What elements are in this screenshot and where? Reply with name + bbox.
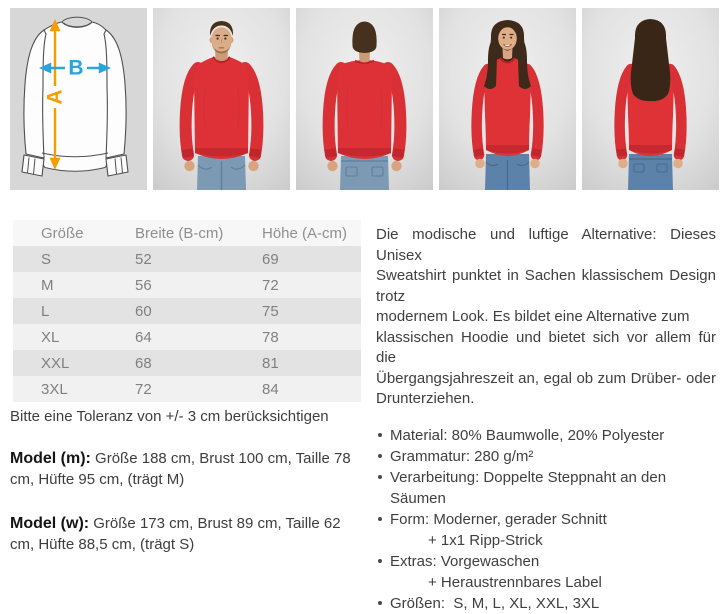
- cell-height: 75: [262, 302, 279, 320]
- description-line: Sweatshirt punktet in Sachen klassischem Design trotz: [376, 267, 716, 305]
- sweatshirt-torso: [194, 57, 249, 159]
- cell-height: 81: [262, 354, 279, 372]
- width-label-b: B: [68, 56, 84, 80]
- hair-back: [631, 19, 671, 101]
- info-section: [0, 220, 720, 614]
- hand: [184, 161, 194, 171]
- height-label-a: A: [43, 89, 67, 105]
- size-table: [13, 220, 361, 402]
- feature-material: Material: 80% Baumwolle, 20% Polyester: [376, 425, 716, 446]
- hand: [248, 161, 258, 171]
- table-row-3xl: [13, 376, 361, 402]
- hand: [673, 159, 683, 169]
- cell-width: 64: [135, 328, 152, 346]
- column-header-breite: Breite (B-cm): [107, 220, 234, 246]
- cell-size: XXL: [41, 354, 70, 372]
- cell-height: 69: [262, 250, 279, 268]
- product-description: [376, 225, 716, 410]
- bullet-icon: [378, 433, 382, 437]
- cell-size: M: [41, 276, 54, 294]
- jeans: [485, 154, 530, 190]
- table-row-xl: [13, 324, 361, 350]
- product-image-strip: [0, 0, 720, 190]
- model-photo-woman-back: [582, 8, 719, 190]
- feature-verarbeitung: Verarbeitung: Doppelte Steppnaht an den Säumen: [376, 467, 716, 509]
- feature-grammatur: Grammatur: 280 g/m²: [376, 446, 716, 467]
- description-line: modernem Look. Es bildet eine Alternative zum: [376, 308, 690, 325]
- model-m-text: Größe 188 cm, Brust 100 cm, Taille 78 cm, Hüfte 95 cm, (trägt M): [10, 450, 351, 488]
- bullet-icon: [378, 454, 382, 458]
- cell-size: XL: [41, 328, 60, 346]
- description-column: [376, 220, 716, 614]
- hand: [618, 159, 628, 169]
- sweatshirt-back: [337, 60, 392, 159]
- feature-groessen: Größen: S, M, L, XL, XXL, 3XL: [376, 593, 716, 614]
- table-row-l: [13, 298, 361, 324]
- sweatshirt-measurement-diagram: [10, 8, 147, 190]
- description-line: klassischen Hoodie und bietet sich vor allem für die: [376, 328, 716, 366]
- description-line: Übergangsjahreszeit an, egal ob zum Drüber- oder: [376, 369, 716, 387]
- bullet-icon: [378, 517, 382, 521]
- hand: [391, 161, 401, 171]
- cell-size: S: [41, 250, 52, 268]
- jeans: [628, 154, 673, 190]
- cell-height: 78: [262, 328, 279, 346]
- cell-width: 68: [135, 354, 152, 372]
- cell-width: 56: [135, 276, 152, 294]
- jeans: [197, 156, 246, 190]
- hand: [530, 159, 540, 169]
- hand: [327, 161, 337, 171]
- cell-width: 72: [135, 380, 152, 398]
- model-photo-man-front: [153, 8, 290, 190]
- model-w-text: Größe 173 cm, Brust 89 cm, Taille 62 cm, Hüfte 88,5 cm, (trägt S): [10, 515, 341, 553]
- description-line: Die modische und luftige Alternative: Dieses Unisex: [376, 226, 716, 264]
- hand: [475, 159, 485, 169]
- cell-width: 60: [135, 302, 152, 320]
- cell-size: 3XL: [41, 380, 68, 398]
- model-m-label: Model (m):: [10, 450, 91, 467]
- model-photo-woman-front: [439, 8, 576, 190]
- model-w-measurements: [10, 513, 362, 555]
- size-diagram-image: [10, 8, 147, 190]
- size-table-header-row: [13, 220, 361, 246]
- table-row-m: [13, 272, 361, 298]
- feature-form: Form: Moderner, gerader Schnitt: [376, 509, 716, 530]
- bullet-icon: [378, 559, 382, 563]
- model-w-label: Model (w):: [10, 515, 90, 532]
- size-info-column: [10, 220, 362, 555]
- bullet-icon: [378, 475, 382, 479]
- feature-list: [376, 425, 716, 614]
- description-line: Drunterziehen.: [376, 390, 475, 407]
- cell-width: 52: [135, 250, 152, 268]
- sweatshirt-outline: [22, 22, 128, 176]
- feature-form-continuation: + 1x1 Ripp-Strick: [428, 531, 543, 549]
- model-photo-man-back: [296, 8, 433, 190]
- cell-size: L: [41, 302, 50, 320]
- jeans: [340, 156, 389, 190]
- table-row-xxl: [13, 350, 361, 376]
- feature-extras: Extras: Vorgewaschen: [376, 551, 716, 572]
- table-row-s: [13, 246, 361, 272]
- feature-extras-continuation: + Heraustrennbares Label: [428, 573, 602, 591]
- column-header-groesse: Größe: [13, 220, 107, 246]
- bullet-icon: [378, 601, 382, 605]
- column-header-hoehe: Höhe (A-cm): [234, 220, 361, 246]
- cell-height: 72: [262, 276, 279, 294]
- cell-height: 84: [262, 380, 279, 398]
- tolerance-note: Bitte eine Toleranz von +/- 3 cm berücksichtigen: [10, 408, 329, 425]
- model-m-measurements: [10, 448, 362, 490]
